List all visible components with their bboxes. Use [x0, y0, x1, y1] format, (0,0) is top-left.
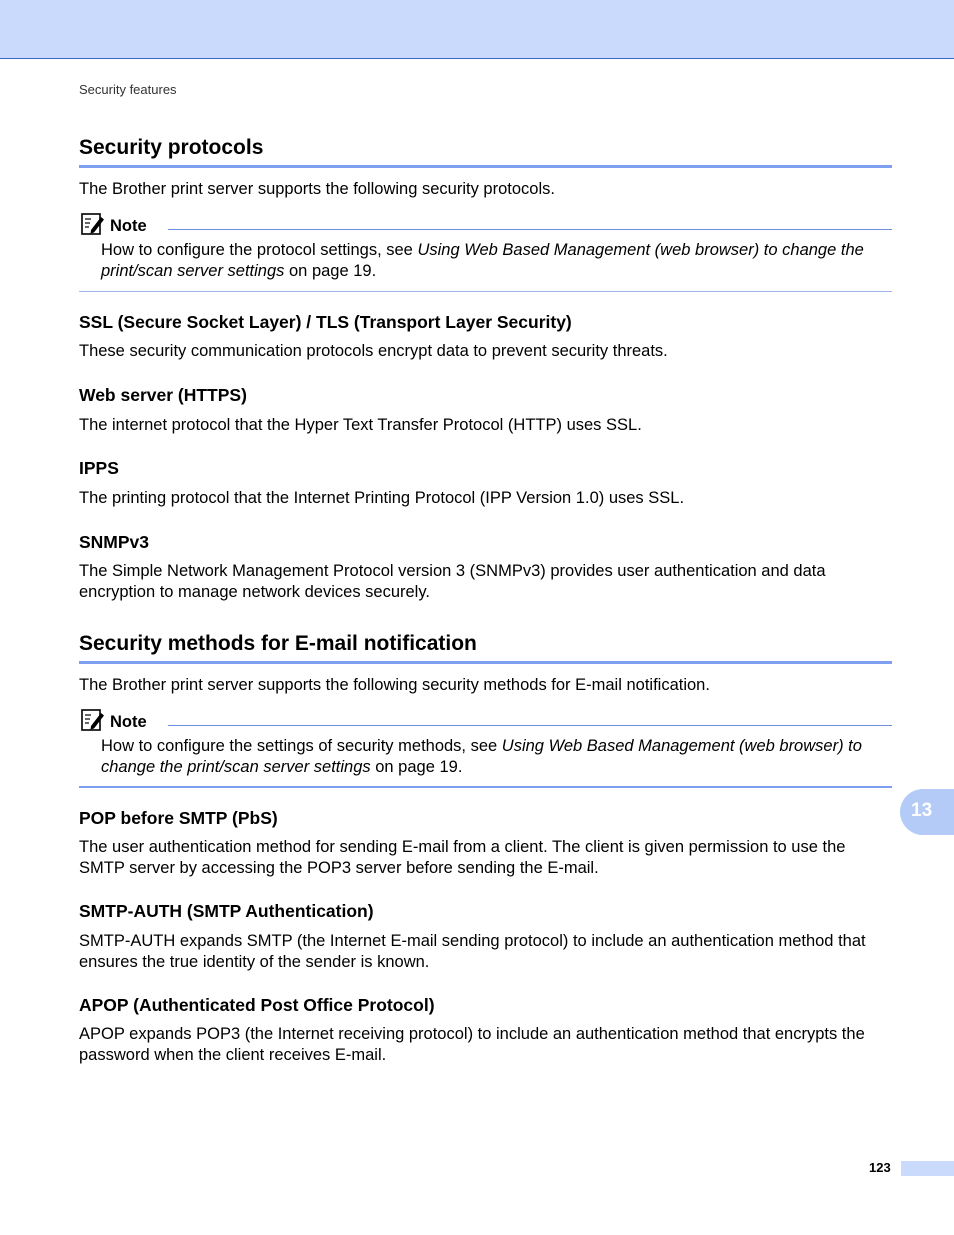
- heading-rule: [79, 661, 892, 664]
- paragraph-ipps: The printing protocol that the Internet Printing Protocol (IPP Version 1.0) uses SSL.: [79, 489, 685, 507]
- subheading-apop: APOP (Authenticated Post Office Protocol): [79, 995, 435, 1015]
- note-label: Note: [110, 713, 147, 731]
- note-rule: [168, 725, 892, 726]
- subheading-https: Web server (HTTPS): [79, 385, 247, 405]
- subheading-snmpv3: SNMPv3: [79, 532, 150, 552]
- note-header: [79, 708, 892, 738]
- paragraph-https: The internet protocol that the Hyper Text Transfer Protocol (HTTP) uses SSL.: [79, 416, 642, 434]
- running-header: Security features: [79, 82, 177, 97]
- heading-rule: [79, 165, 892, 168]
- subheading-ipps: IPPS: [79, 458, 119, 478]
- note-end-rule: [79, 786, 892, 788]
- page-number: 123: [869, 1160, 891, 1175]
- page-number-bar: [901, 1161, 954, 1176]
- note-end-rule: [79, 291, 892, 292]
- note-text-after: on page 19.: [370, 758, 463, 776]
- section-heading-email: Security methods for E-mail notification: [79, 632, 477, 655]
- subheading-smtp-auth: SMTP-AUTH (SMTP Authentication): [79, 901, 374, 921]
- note-text: [101, 736, 892, 778]
- paragraph-ssl: These security communication protocols encrypt data to prevent security threats.: [79, 342, 668, 360]
- paragraph-pbs: The user authentication method for sending E-mail from a client. The client is given permission to use the SMTP server by accessing the POP3 server before sending the E-mail.: [79, 838, 846, 877]
- note-label: Note: [110, 217, 147, 235]
- note-pencil-icon: [81, 212, 105, 236]
- note-text-before: How to configure the protocol settings, see: [101, 241, 418, 259]
- note-reference: Using Web Based Management (web browser) to change the print/scan server settings: [101, 737, 862, 776]
- paragraph-smtp-auth: SMTP-AUTH expands SMTP (the Internet E-mail sending protocol) to include an authentication method that ensures the true identity of the sender is known.: [79, 932, 866, 971]
- note-rule: [168, 229, 892, 230]
- subheading-ssl: SSL (Secure Socket Layer) / TLS (Transport Layer Security): [79, 312, 572, 332]
- note-text: [101, 240, 892, 282]
- note-reference: Using Web Based Management (web browser) to change the print/scan server settings: [101, 241, 864, 280]
- paragraph-apop: APOP expands POP3 (the Internet receiving protocol) to include an authentication method that encrypts the password when the client receives E-mail.: [79, 1025, 865, 1064]
- note-text-after: on page 19.: [284, 262, 377, 280]
- note-text-before: How to configure the settings of security methods, see: [101, 737, 502, 755]
- header-band: [0, 0, 954, 59]
- subheading-pbs: POP before SMTP (PbS): [79, 808, 278, 828]
- section-heading-security-protocols: Security protocols: [79, 136, 264, 159]
- section-intro: The Brother print server supports the following security methods for E-mail notification.: [79, 676, 710, 694]
- note-header: [79, 212, 892, 242]
- paragraph-snmpv3: The Simple Network Management Protocol version 3 (SNMPv3) provides user authentication and data encryption to manage network devices securely.: [79, 562, 826, 601]
- chapter-number: 13: [911, 800, 933, 821]
- note-pencil-icon: [81, 708, 105, 732]
- section-intro: The Brother print server supports the following security protocols.: [79, 180, 555, 198]
